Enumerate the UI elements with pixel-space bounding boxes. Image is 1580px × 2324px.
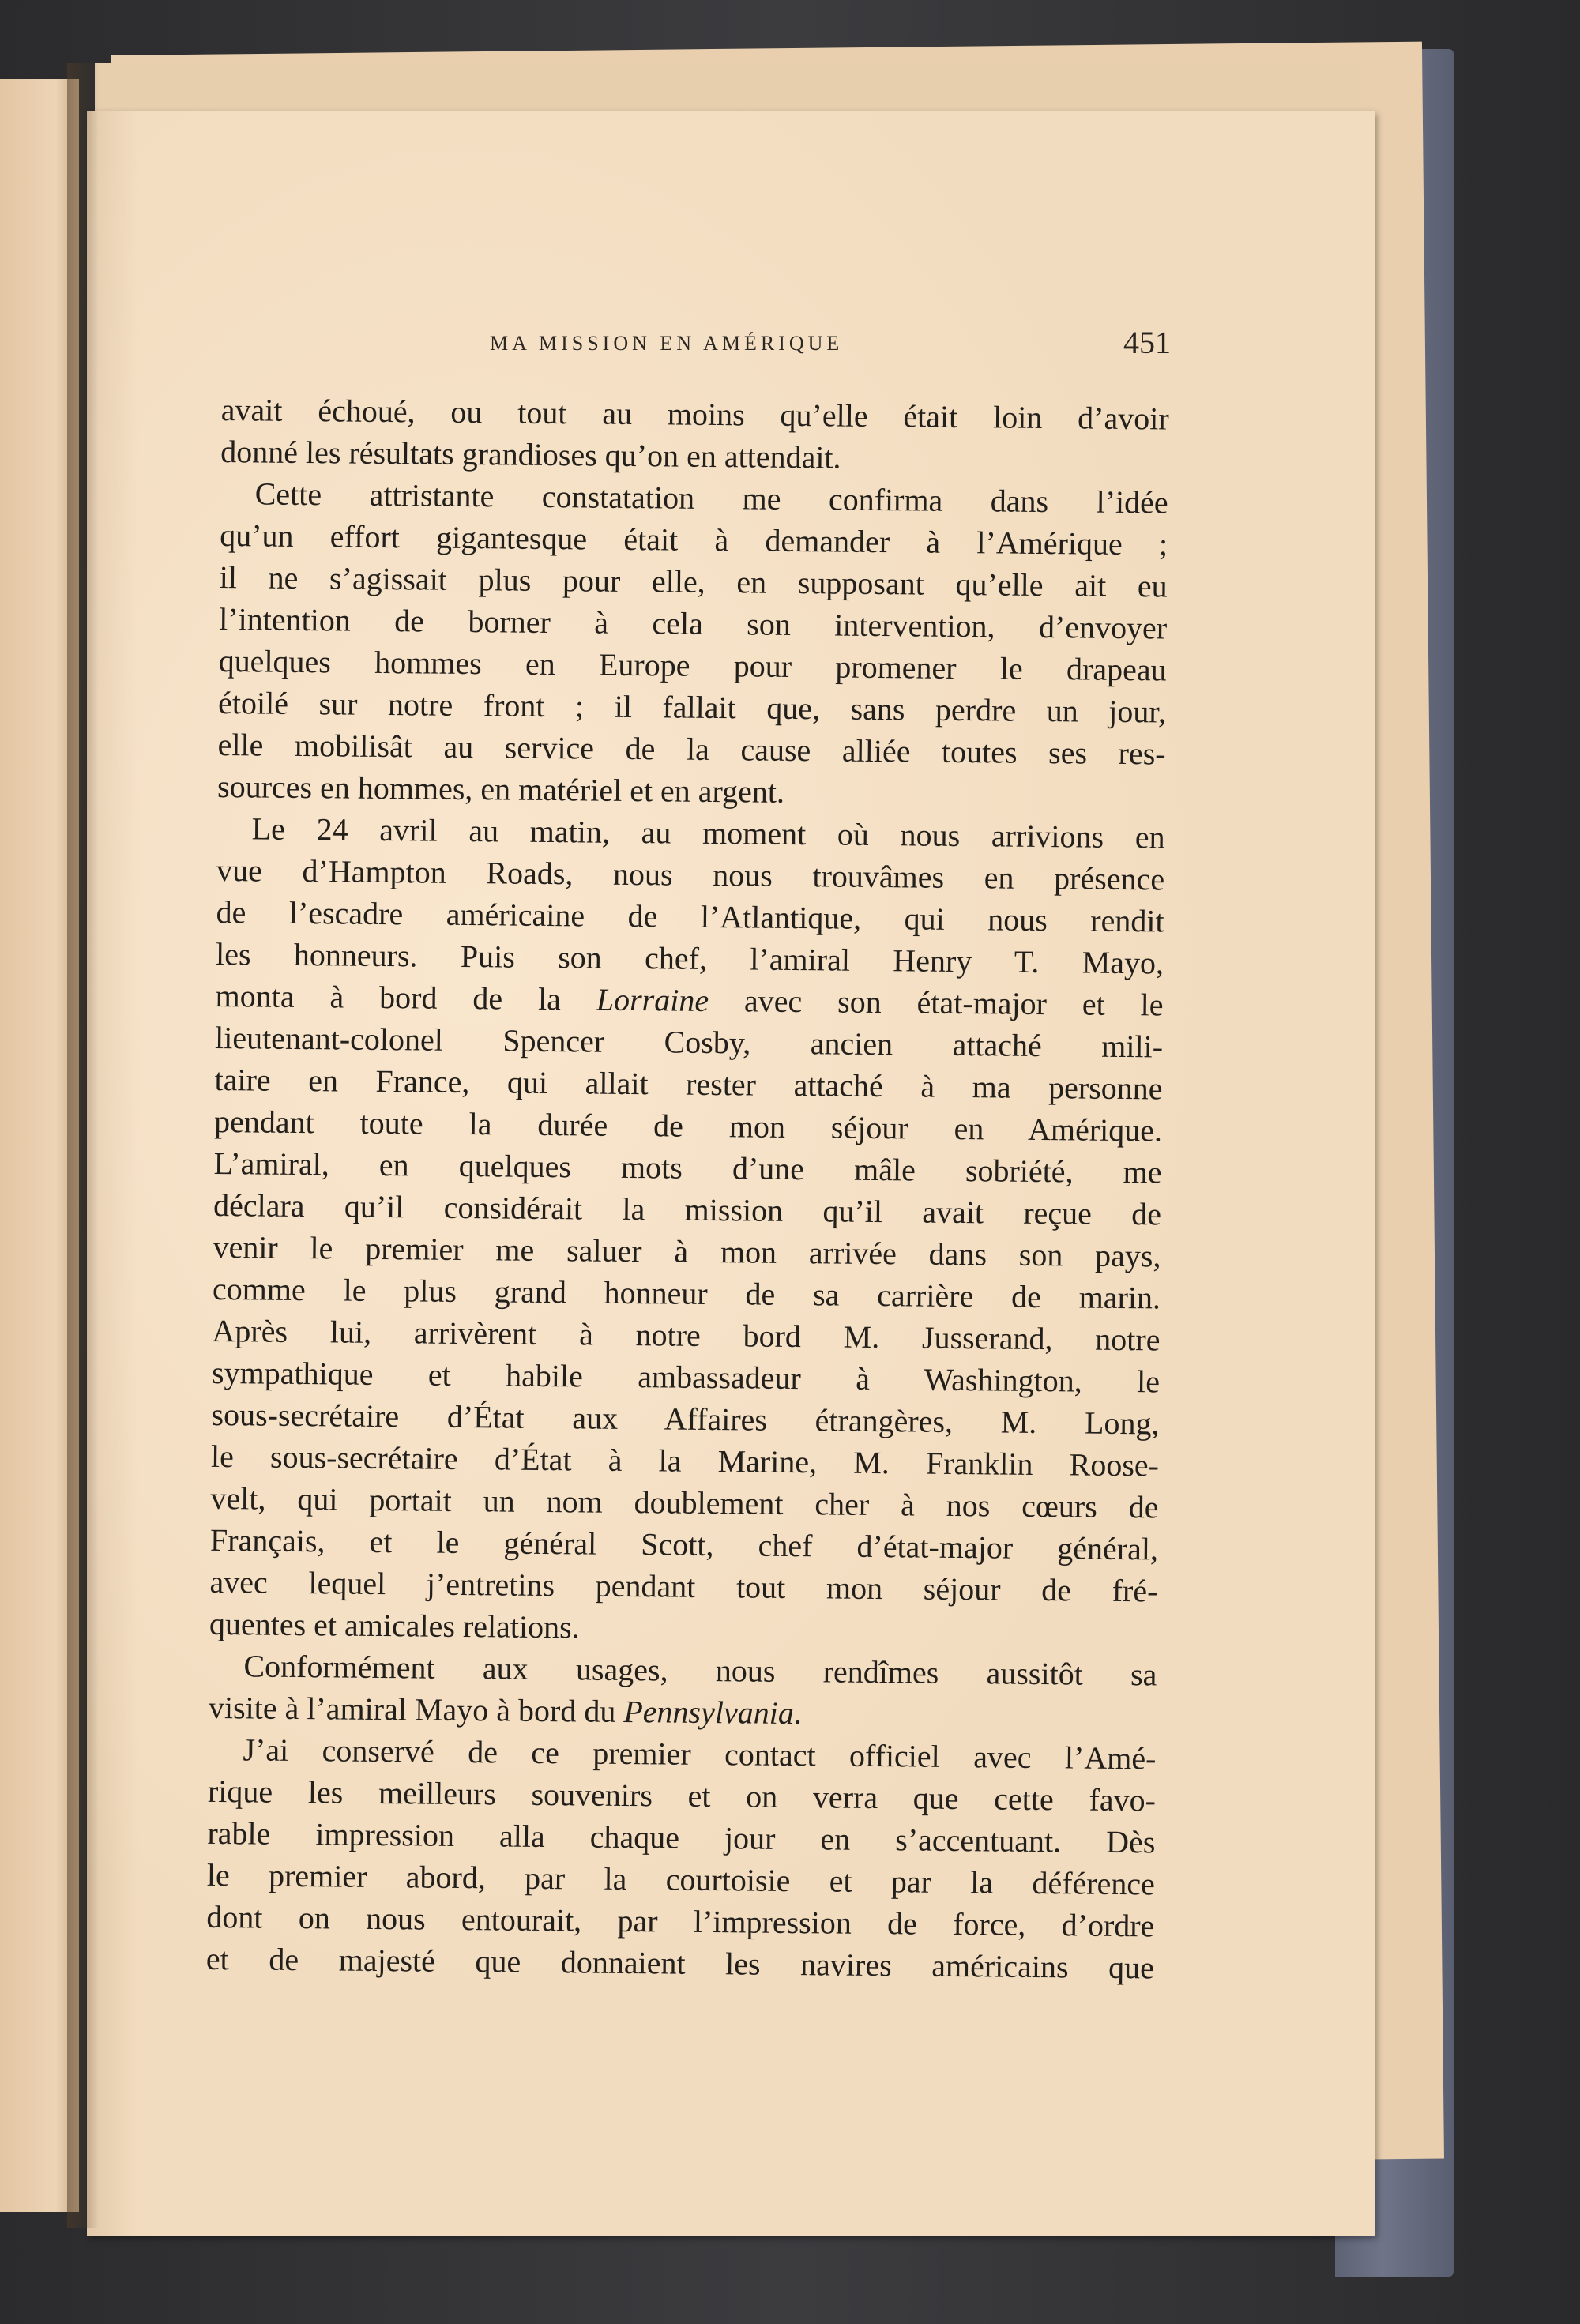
- text-line: quelques hommes en Europe pour promener le drapeau: [218, 642, 1167, 688]
- text-line: donné les résultats grandioses qu’on en attendait.: [220, 433, 841, 476]
- text-line: avait échoué, ou tout au moins qu’elle était loin d’avoir: [220, 391, 1169, 437]
- text-line: le sous-secrétaire d’État à la Marine, M. Franklin Roose-: [210, 1438, 1160, 1484]
- text-line: L’amiral, en quelques mots d’une mâle sobriété, me: [213, 1145, 1162, 1190]
- text-line: Conformément aux usages, nous rendîmes aussitôt sa: [243, 1648, 1157, 1693]
- text-line: Français, et le général Scott, chef d’état-major général,: [209, 1521, 1159, 1567]
- text-line: sources en hommes, en matériel et en argent.: [216, 768, 785, 810]
- spine-shadow: [67, 63, 99, 2228]
- body-text: [206, 389, 1169, 1988]
- text-line: Après lui, arrivèrent à notre bord M. Jusserand, notre: [212, 1312, 1161, 1358]
- text-line: monta à bord de la Lorraine avec son état-major et le: [215, 977, 1164, 1023]
- text-line: sous-secrétaire d’État aux Affaires étrangères, M. Long,: [211, 1396, 1160, 1442]
- text-line: déclara qu’il considérait la mission qu’il avait reçue de: [213, 1186, 1162, 1232]
- text-line: visite à l’amiral Mayo à bord du Pennsylvania.: [208, 1689, 803, 1732]
- text-line: l’intention de borner à cela son intervention, d’envoyer: [218, 600, 1168, 646]
- text-line: sympathique et habile ambassadeur à Washington, le: [211, 1354, 1161, 1400]
- ship-name-pennsylvania: Pennsylvania: [623, 1693, 795, 1732]
- page-number: 451: [1123, 325, 1171, 360]
- text-line: vue d’Hampton Roads, nous nous trouvâmes en présence: [216, 852, 1165, 897]
- text-line: avec lequel j’entretins pendant tout mon séjour de fré-: [209, 1563, 1158, 1609]
- running-header: MA MISSION EN AMÉRIQUE: [490, 332, 844, 355]
- text-line: comme le plus grand honneur de sa carrière de marin.: [212, 1270, 1161, 1316]
- text-line: velt, qui portait un nom doublement cher à nos cœurs de: [210, 1480, 1159, 1525]
- text-line: venir le premier me saluer à mon arrivée dans son pays,: [213, 1228, 1161, 1274]
- text-line: dont on nous entourait, par l’impression de force, d’ordre: [206, 1898, 1155, 1944]
- text-line: de l’escadre américaine de l’Atlantique, qui nous rendit: [216, 893, 1164, 939]
- text-line: rique les meilleurs souvenirs et on verra que cette favo-: [207, 1773, 1157, 1818]
- text-line: pendant toute la durée de mon séjour en Amérique.: [213, 1103, 1163, 1149]
- text-line: étoilé sur notre front ; il fallait que, sans perdre un jour,: [217, 684, 1167, 730]
- text-line: qu’un effort gigantesque était à demander à l’Amérique ;: [220, 517, 1168, 562]
- text-line: quentes et amicales relations.: [209, 1605, 580, 1645]
- text-line: les honneurs. Puis son chef, l’amiral Henry T. Mayo,: [215, 935, 1164, 981]
- text-line: Le 24 avril au matin, au moment où nous arrivions en: [251, 810, 1165, 856]
- text-line: rable impression alla chaque jour en s’accentuant. Dès: [207, 1814, 1156, 1860]
- text-line: il ne s’agissait plus pour elle, en supposant qu’elle ait eu: [219, 558, 1168, 604]
- text-line: Cette attristante constatation me confirma dans l’idée: [254, 476, 1168, 521]
- text-line: et de majesté que donnaient les navires américains que: [205, 1940, 1155, 1986]
- text-line: lieutenant-colonel Spencer Cosby, ancien attaché mili-: [214, 1019, 1164, 1065]
- text-line: le premier abord, par la courtoisie et par la déférence: [206, 1856, 1156, 1902]
- text-line: taire en France, qui allait rester attaché à ma personne: [214, 1061, 1163, 1107]
- text-line: elle mobilisât au service de la cause alliée toutes ses res-: [217, 726, 1166, 772]
- text-line: J’ai conservé de ce premier contact officiel avec l’Amé-: [243, 1732, 1157, 1777]
- ship-name-lorraine: Lorraine: [596, 981, 709, 1018]
